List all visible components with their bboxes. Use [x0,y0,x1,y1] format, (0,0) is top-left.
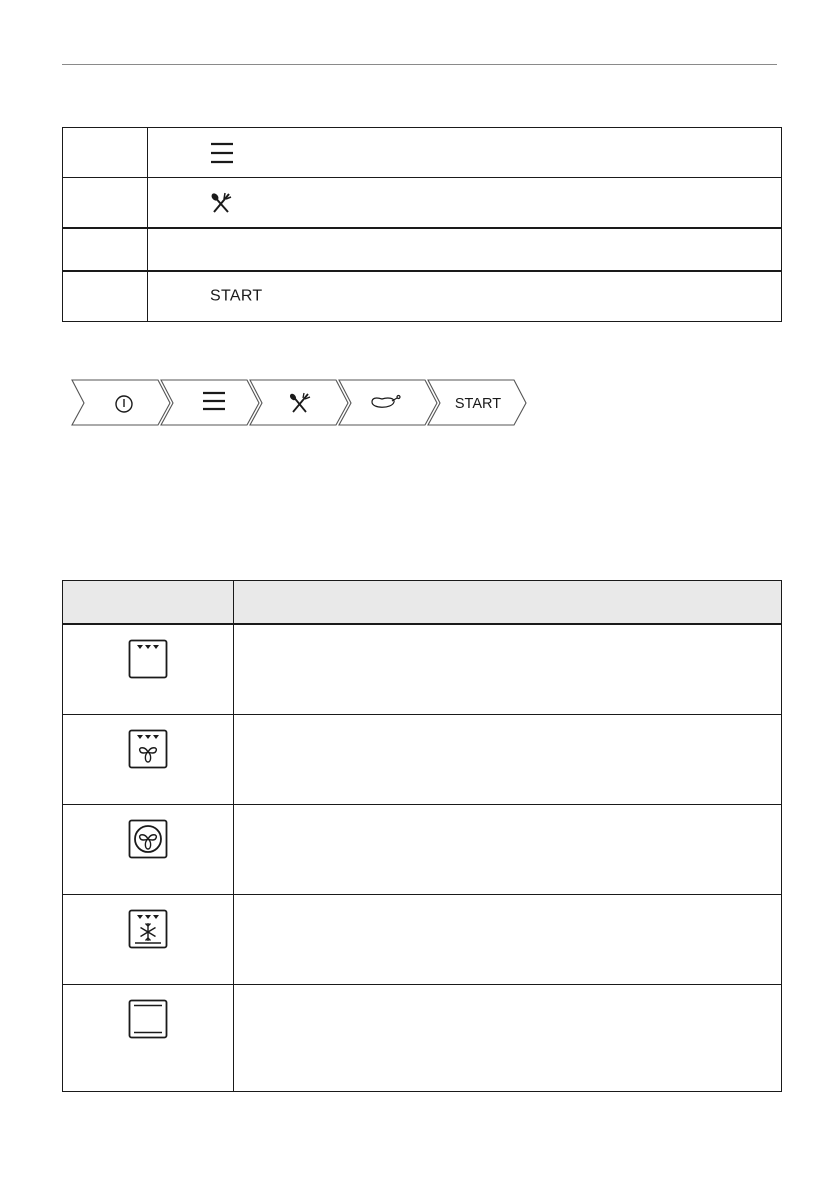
menu-icon [210,142,234,164]
step-instruction-cell [148,128,782,178]
step-number-cell [63,128,148,178]
fork-spoon-icon [210,192,232,214]
top-heat-fan-icon [128,729,168,769]
table-row [63,271,782,322]
fan-ring-icon [128,819,168,859]
step-instruction-cell [148,271,782,322]
description-cell [234,715,782,805]
table-row [63,895,782,985]
start-label: START [210,287,263,305]
table-row [63,985,782,1092]
symbol-cell [63,985,234,1092]
top-heat-defrost-icon [128,909,168,949]
step-number-cell [63,271,148,322]
flow-step-roast [339,380,437,425]
symbol-cell [63,715,234,805]
step-number-cell [63,228,148,271]
flow-step-menu [161,380,259,425]
table-row [63,624,782,715]
table-row [63,715,782,805]
flow-start-label: START [454,396,502,412]
table-row [63,128,782,178]
description-cell [234,985,782,1092]
symbol-cell [63,895,234,985]
heating-functions-table [62,580,782,1092]
flow-step-power [72,380,170,425]
description-cell [234,895,782,985]
table-header-row [63,581,782,625]
step-instruction-cell [148,228,782,271]
symbol-cell [63,624,234,715]
operation-sequence [70,378,530,428]
step-instruction-cell [148,178,782,229]
step-number-cell [63,178,148,229]
top-heat-icon [128,639,168,679]
column-header-symbol [63,581,234,625]
description-cell [234,805,782,895]
description-cell [234,624,782,715]
chevron-flow [70,378,530,428]
table-row [63,178,782,229]
symbol-cell [63,805,234,895]
steps-table [62,127,782,322]
top-bottom-heat-icon [128,999,168,1039]
table-row [63,228,782,271]
header-rule [62,64,777,65]
table-row [63,805,782,895]
column-header-function [234,581,782,625]
